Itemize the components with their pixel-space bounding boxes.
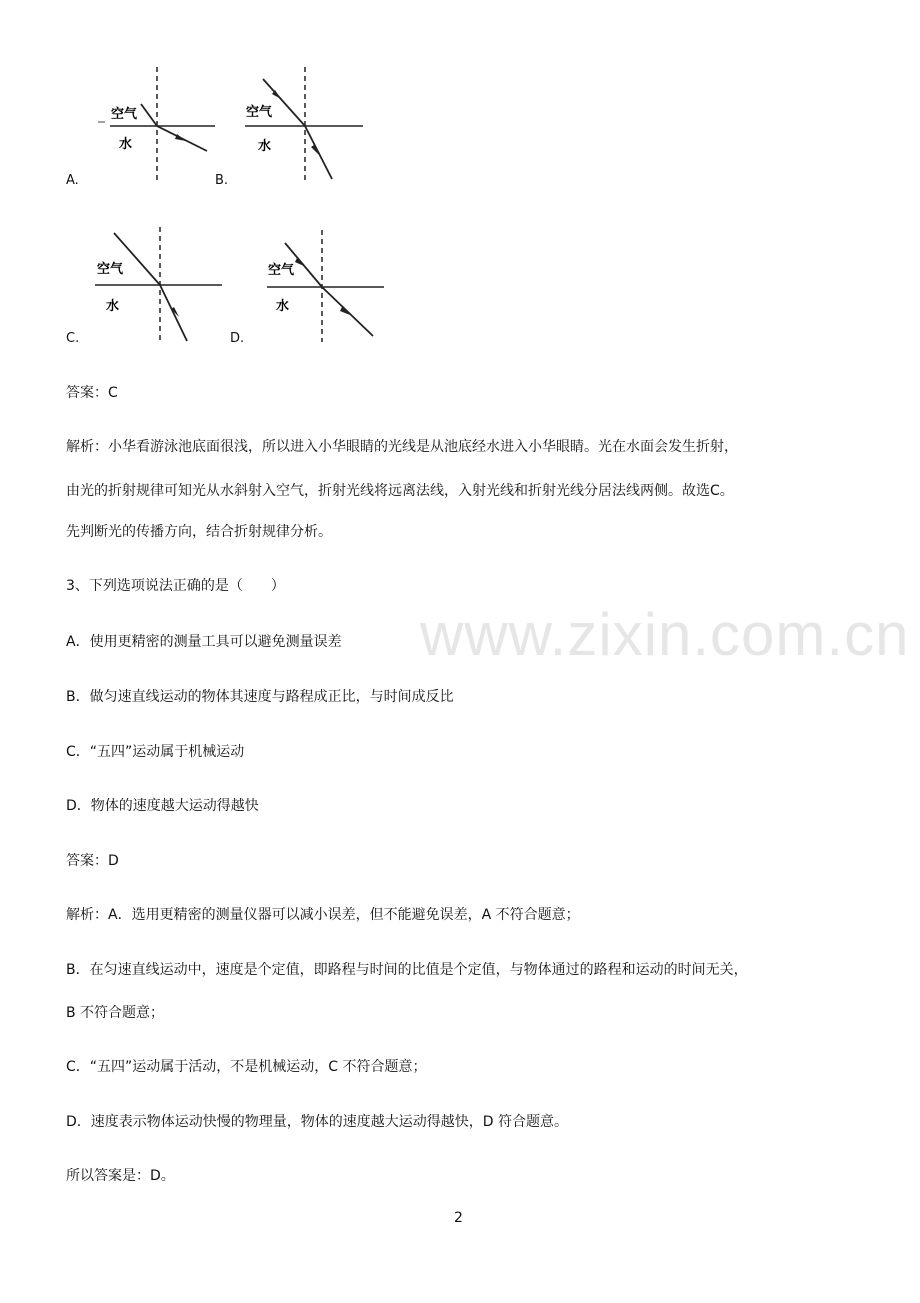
air-label: 空气: [97, 262, 124, 277]
q3-option: C．“五四”运动属于机械运动: [66, 744, 245, 760]
water-label: 水: [119, 137, 133, 152]
q2-analysis-line: 解析：小华看游泳池底面很浅，所以进入小华眼睛的光线是从池底经水进入小华眼睛。光在水面会发生折射，: [66, 439, 738, 455]
figure-a-diagram: [95, 65, 220, 185]
q3-option: D．物体的速度越大运动得越快: [66, 798, 259, 814]
q3-option: B．做匀速直线运动的物体其速度与路程成正比，与时间成反比: [66, 689, 454, 705]
q3-analysis-line: 所以答案是：D。: [66, 1168, 175, 1184]
watermark: www.zixin.com.cn: [420, 601, 910, 668]
q3-analysis-line: B 不符合题意；: [66, 1005, 165, 1021]
option-b-label: B.: [215, 173, 229, 188]
figure-c-diagram: [90, 225, 225, 345]
q3-analysis-line: D．速度表示物体运动快慢的物理量，物体的速度越大运动得越快，D 符合题意。: [66, 1114, 569, 1130]
figure-d-diagram: [262, 228, 387, 346]
page-number: 2: [454, 1210, 463, 1226]
water-label: 水: [106, 299, 120, 314]
option-c-label: C.: [66, 331, 80, 346]
air-label: 空气: [111, 107, 138, 122]
q3-analysis-line: B．在匀速直线运动中，速度是个定值，即路程与时间的比值是个定值，与物体通过的路程和运动的时间无关，: [66, 962, 748, 978]
q3-answer: 答案：D: [66, 853, 119, 869]
q2-answer: 答案：C: [66, 385, 118, 401]
q3-analysis-line: 解析：A．选用更精密的测量仪器可以减小误差，但不能避免误差，A 不符合题意；: [66, 907, 580, 923]
air-label: 空气: [246, 105, 273, 120]
air-label: 空气: [268, 263, 295, 278]
option-d-label: D.: [230, 331, 245, 346]
water-label: 水: [258, 139, 272, 154]
q2-analysis-line: 由光的折射规律可知光从水斜射入空气，折射光线将远离法线，入射光线和折射光线分居法线两侧。故选C。: [66, 483, 734, 499]
figure-b-diagram: [240, 65, 365, 185]
q2-analysis-line: 先判断光的传播方向，结合折射规律分析。: [66, 524, 332, 540]
option-a-label: A.: [66, 173, 79, 188]
q3-question: 3、下列选项说法正确的是（ ）: [66, 578, 285, 594]
q3-option: A．使用更精密的测量工具可以避免测量误差: [66, 634, 342, 650]
water-label: 水: [276, 299, 290, 314]
q3-analysis-line: C．“五四”运动属于活动，不是机械运动，C 不符合题意；: [66, 1059, 427, 1075]
